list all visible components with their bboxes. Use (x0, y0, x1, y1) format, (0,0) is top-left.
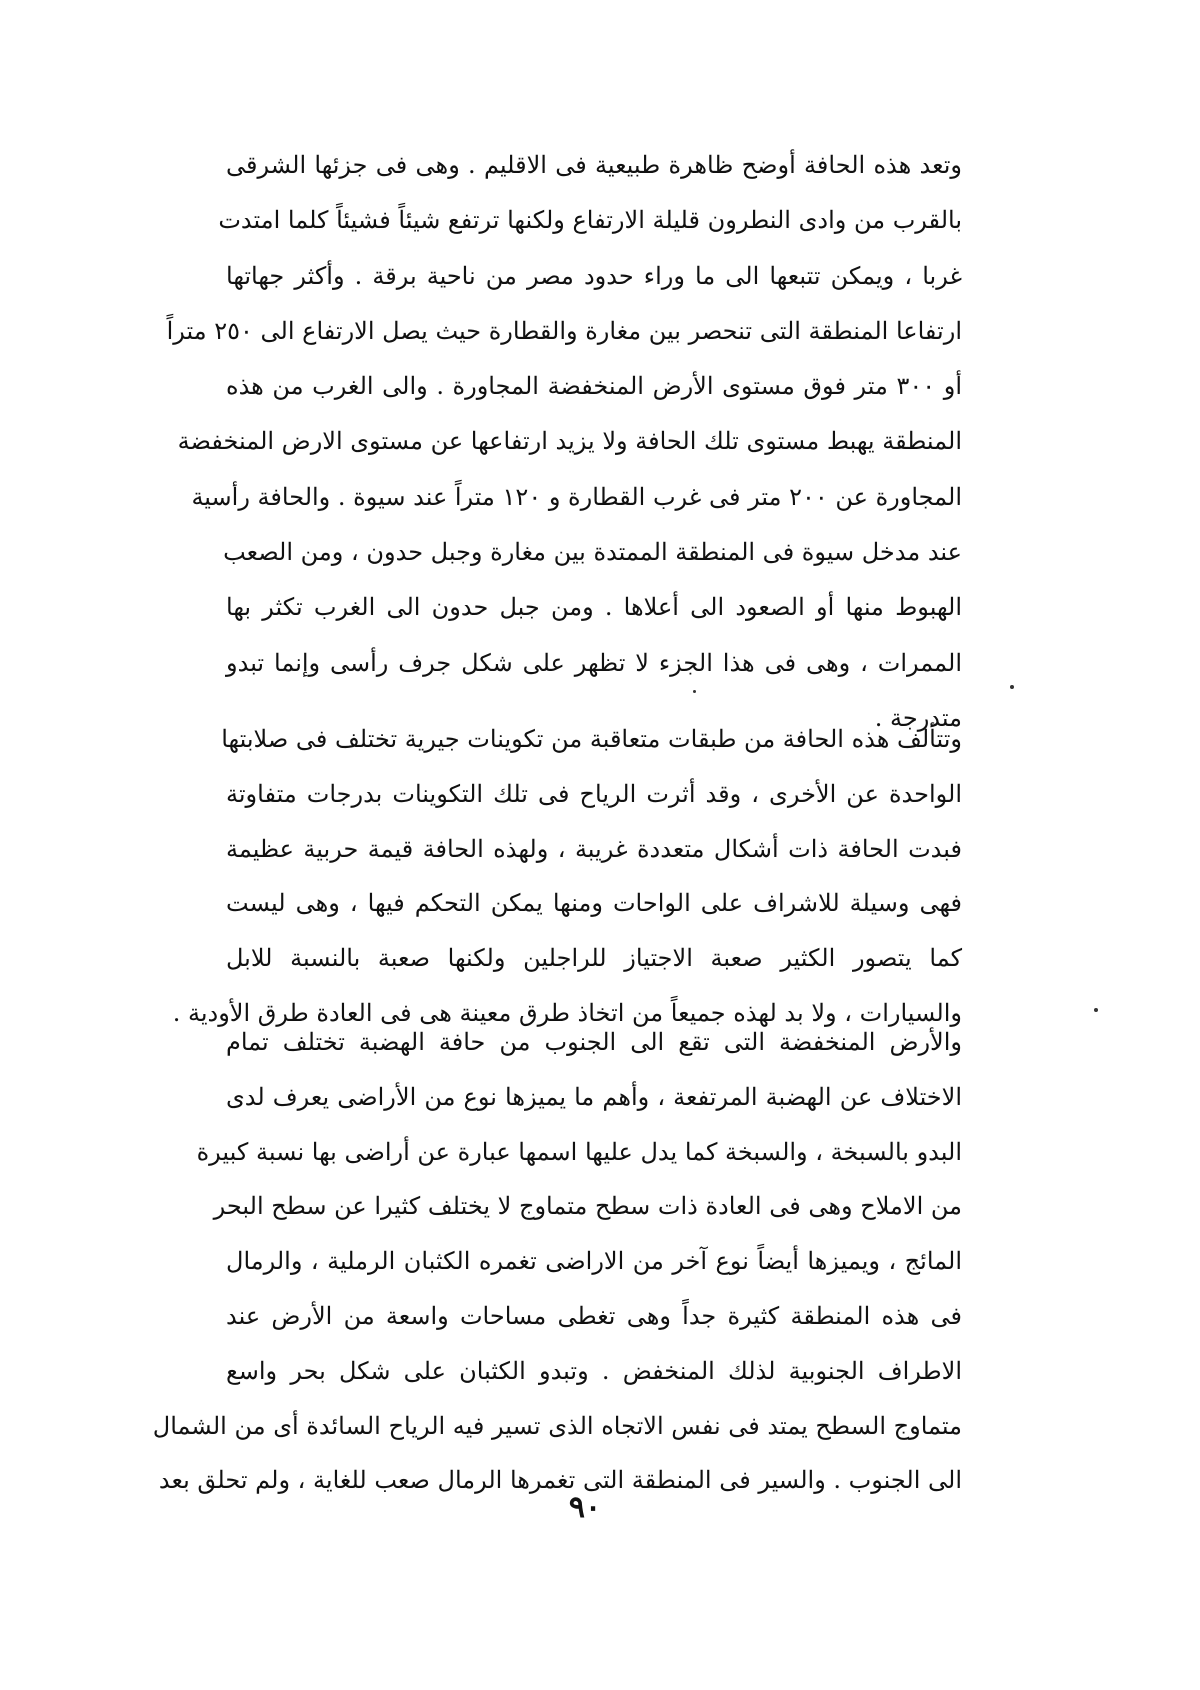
text-line: غربا ، ويمكن تتبعها الى ما وراء حدود مصر من ناحية برقة . وأكثر جهاتها (226, 261, 962, 290)
text-line: متدرجة . (874, 703, 962, 732)
paragraph-2 (172, 712, 962, 1041)
text-line: الى الجنوب . والسير فى المنطقة التى تغمرها الرمال صعب للغاية ، ولم تحلق بعد (158, 1466, 962, 1495)
text-line: المنطقة يهبط مستوى تلك الحافة ولا يزيد ارتفاعها عن مستوى الارض المنخفضة (177, 427, 962, 456)
text-line: المجاورة عن ٢٠٠ متر فى غرب القطارة و ١٢٠ متراً عند سيوة . والحافة رأسية (191, 482, 962, 511)
text-line: من الاملاح وهى فى العادة ذات سطح متماوج لا يختلف كثيرا عن سطح البحر (213, 1192, 962, 1221)
text-line: كما يتصور الكثير صعبة الاجتياز للراجلين ولكنها صعبة بالنسبة للابل (226, 944, 962, 973)
text-line: وتعد هذه الحافة أوضح ظاهرة طبيعية فى الاقليم . وهى فى جزئها الشرقى (226, 151, 962, 179)
text-line: أو ٣٠٠ متر فوق مستوى الأرض المنخفضة المجاورة . والى الغرب من هذه (226, 372, 962, 401)
scan-speck (693, 690, 696, 693)
text-line: المائج ، ويميزها أيضاً نوع آخر من الاراضى تغمره الكثبان الرملية ، والرمال (226, 1247, 962, 1276)
text-line: الاطراف الجنوبية لذلك المنخفض . وتبدو الكثبان على شكل بحر واسع (226, 1356, 962, 1385)
text-line: الاختلاف عن الهضبة المرتفعة ، وأهم ما يميزها نوع من الأراضى يعرف لدى (226, 1082, 962, 1111)
text-line: فى هذه المنطقة كثيرة جداً وهى تغطى مساحات واسعة من الأرض عند (226, 1301, 963, 1330)
text-line: فبدت الحافة ذات أشكال متعددة غريبة ، ولهذه الحافة قيمة حربية عظيمة (226, 834, 962, 863)
text-line: الواحدة عن الأخرى ، وقد أثرت الرياح فى تلك التكوينات بدرجات متفاوتة (226, 779, 962, 808)
text-line: والسيارات ، ولا بد لهذه جميعاً من اتخاذ طرق معينة هى فى العادة طرق الأودية . (172, 998, 962, 1027)
text-line: متماوج السطح يمتد فى نفس الاتجاه الذى تسير فيه الرياح السائدة أى من الشمال (152, 1411, 962, 1440)
text-line: والأرض المنخفضة التى تقع الى الجنوب من حافة الهضبة تختلف تمام (226, 1028, 962, 1056)
text-line: الهبوط منها أو الصعود الى أعلاها . ومن جبل حدون الى الغرب تكثر بها (226, 593, 962, 622)
text-line: وتتألف هذه الحافة من طبقات متعاقبة من تكوينات جيرية تختلف فى صلابتها (221, 725, 962, 753)
text-line: البدو بالسبخة ، والسبخة كما يدل عليها اسمها عبارة عن أراضى بها نسبة كبيرة (196, 1137, 962, 1166)
page-number: ٩٠ (568, 1490, 602, 1525)
text-line: فهى وسيلة للاشراف على الواحات ومنها يمكن التحكم فيها ، وهى ليست (226, 889, 962, 918)
paragraph-3 (152, 1015, 963, 1508)
scan-speck (1010, 685, 1014, 689)
text-line: عند مدخل سيوة فى المنطقة الممتدة بين مغارة وجبل حدون ، ومن الصعب (223, 538, 962, 567)
paragraph-1 (166, 138, 962, 746)
text-line: الممرات ، وهى فى هذا الجزء لا تظهر على شكل جرف رأسى وإنما تبدو (226, 648, 962, 677)
scan-speck (1094, 1008, 1098, 1012)
text-line: بالقرب من وادى النطرون قليلة الارتفاع ولكنها ترتفع شيئاً فشيئاً كلما امتدت (218, 206, 962, 235)
text-line: ارتفاعا المنطقة التى تنحصر بين مغارة والقطارة حيث يصل الارتفاع الى ٢٥٠ متراً (166, 316, 962, 345)
